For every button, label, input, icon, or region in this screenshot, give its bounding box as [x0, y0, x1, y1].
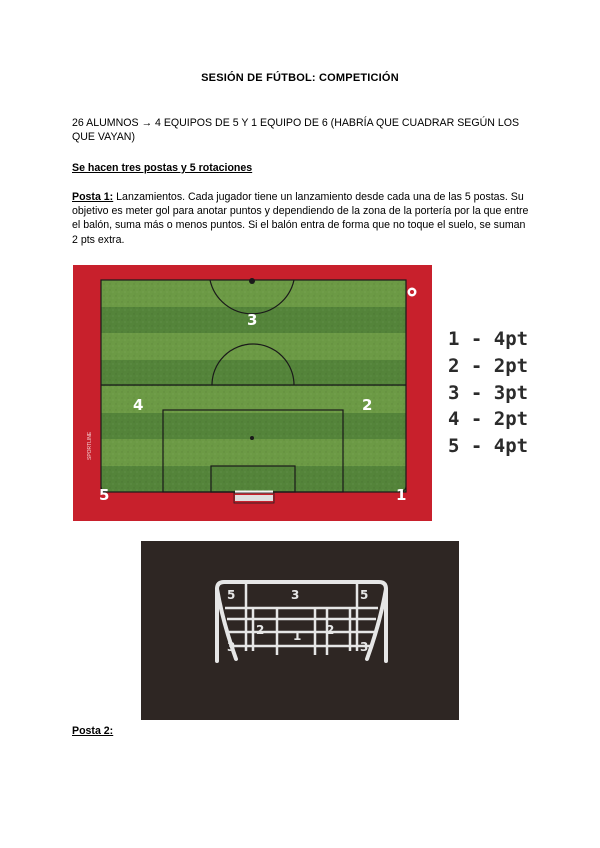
- position-label: 2: [362, 396, 373, 414]
- posta1-paragraph: [72, 190, 534, 247]
- page-title: SESIÓN DE FÚTBOL: COMPETICIÓN: [201, 72, 399, 84]
- legend-item: 1 - 4pt: [448, 328, 529, 350]
- posta1-text: Lanzamientos. Cada jugador tiene un lanzamiento desde cada una de las 5 postas. Su objetivo es meter gol para anotar puntos y dependiendo de la zona de la portería por la que entre el balón, suma más o menos puntos. Si el balón entra de forma que no toque el suelo, se suman 2 pts extra.: [72, 191, 529, 246]
- svg-text:SPORTLINE: SPORTLINE: [87, 431, 93, 460]
- posta1-label: Posta 1:: [72, 191, 114, 203]
- legend-item: 4 - 2pt: [448, 408, 529, 431]
- subheading: Se hacen tres postas y 5 rotaciones: [72, 162, 253, 174]
- top-spot: [249, 278, 255, 284]
- intro-paragraph: 26 ALUMNOS → 4 EQUIPOS DE 5 Y 1 EQUIPO DE 6 (HABRÍA QUE CUADRAR SEGÚN LOS QUE VAYAN): [72, 117, 520, 144]
- goal-zone-label: 3: [291, 588, 300, 602]
- penalty-spot: [250, 436, 254, 440]
- legend-item: 2 - 2pt: [448, 354, 529, 377]
- legend-item: 3 - 3pt: [448, 381, 529, 404]
- points-legend: [448, 326, 538, 460]
- field-diagram: [73, 265, 432, 521]
- goal-zone-label: 5: [227, 588, 236, 602]
- position-label: 4: [133, 396, 144, 414]
- legend-item: 5 - 4pt: [448, 435, 529, 458]
- position-label: 1: [396, 486, 407, 504]
- goal-zone-label: 3: [360, 640, 369, 654]
- goal-zone-label: 3: [227, 640, 236, 654]
- position-label: 5: [99, 486, 110, 504]
- goal-zone-label: 5: [360, 588, 369, 602]
- posta2-label: Posta 2:: [72, 725, 114, 737]
- position-label: 3: [247, 311, 258, 329]
- goal-diagram: [141, 541, 459, 720]
- goal-zone-label: 2: [256, 623, 265, 637]
- goal-zone-label: 1: [293, 629, 302, 643]
- goal-zone-label: 2: [326, 623, 335, 637]
